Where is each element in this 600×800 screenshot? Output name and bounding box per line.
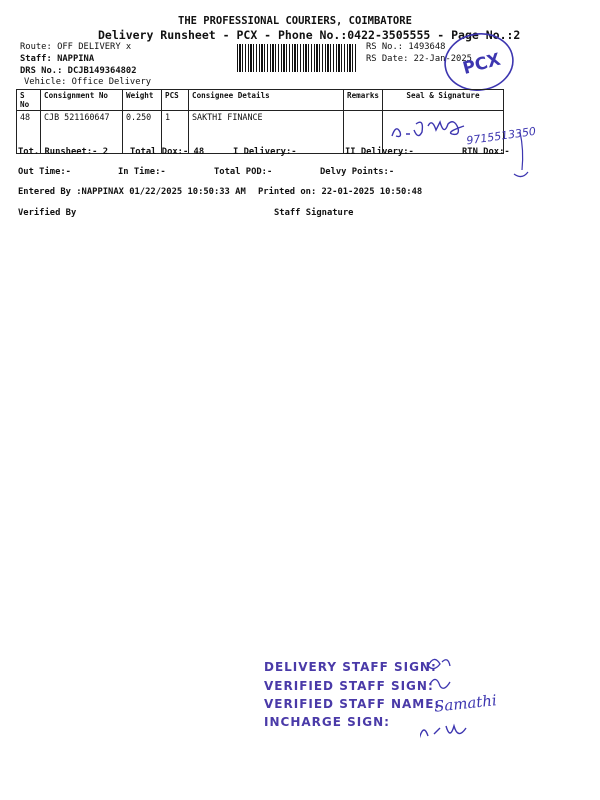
staff-name-handwritten: Samathi [433,691,498,716]
col-weight: Weight [123,90,162,111]
tot-runsheet: Tot. Runsheet:- 2 [18,147,109,157]
pcx-stamp [440,30,518,92]
verified-by: Verified By [18,208,77,218]
entered-by: Entered By :NAPPINAX 01/22/2025 10:50:33 AM [18,187,246,197]
in-time: In Time:- [118,167,166,177]
route-label: Route: OFF DELIVERY x [20,42,132,52]
rs-date: RS Date: 22-Jan-2025 [366,54,472,64]
i-delivery: I Delivery:- [233,147,297,157]
delvy-points: Delvy Points:- [320,167,395,177]
cell-pcs: 1 [162,111,189,154]
col-pcs: PCS [162,90,189,111]
staff-label: Staff: NAPPINA [20,54,95,64]
rs-number: RS No.: 1493648 [366,42,446,52]
col-consignment: Consignment No [41,90,123,111]
rtn-dox: RTN Dox:- [462,147,510,157]
cell-sno: 48 [17,111,41,154]
cell-consignee: SAKTHI FINANCE [189,111,344,154]
col-sno: S No [17,90,41,111]
runsheet-subtitle: Delivery Runsheet - PCX - Phone No.:0422-3505555 - Page No.:2 [98,28,521,42]
pcx-stamp-text: PCX [460,49,503,79]
drs-label: DRS No.: DCJB149364802 [20,66,137,76]
col-consignee: Consignee Details [189,90,344,111]
stamp-handwriting [420,652,530,752]
stamp-verified-staff-sign: VERIFIED STAFF SIGN: [264,679,434,693]
out-time: Out Time:- [18,167,71,177]
col-seal: Seal & Signature [383,90,504,111]
staff-signature: Staff Signature [274,208,354,218]
col-remarks: Remarks [344,90,383,111]
stamp-incharge-sign: INCHARGE SIGN: [264,715,390,729]
barcode-image [237,44,357,72]
cell-weight: 0.250 [123,111,162,154]
stamp-delivery-staff-sign: DELIVERY STAFF SIGN: [264,660,437,674]
table-header-row [17,90,504,111]
company-title: THE PROFESSIONAL COURIERS, COIMBATORE [178,15,412,27]
printed-on: Printed on: 22-01-2025 10:50:48 [258,187,423,197]
total-dox: Total Dox:- 48 [130,147,205,157]
ink-mark [510,130,535,185]
vehicle-label: Vehicle: Office Delivery [24,77,152,87]
cell-consignment: CJB 521160647 [41,111,123,154]
stamp-verified-staff-name: VERIFIED STAFF NAME: [264,697,441,711]
total-pod: Total POD:- [214,167,273,177]
signature-phone: 9715513350 [465,124,537,148]
ii-delivery: II Delivery:- [345,147,414,157]
